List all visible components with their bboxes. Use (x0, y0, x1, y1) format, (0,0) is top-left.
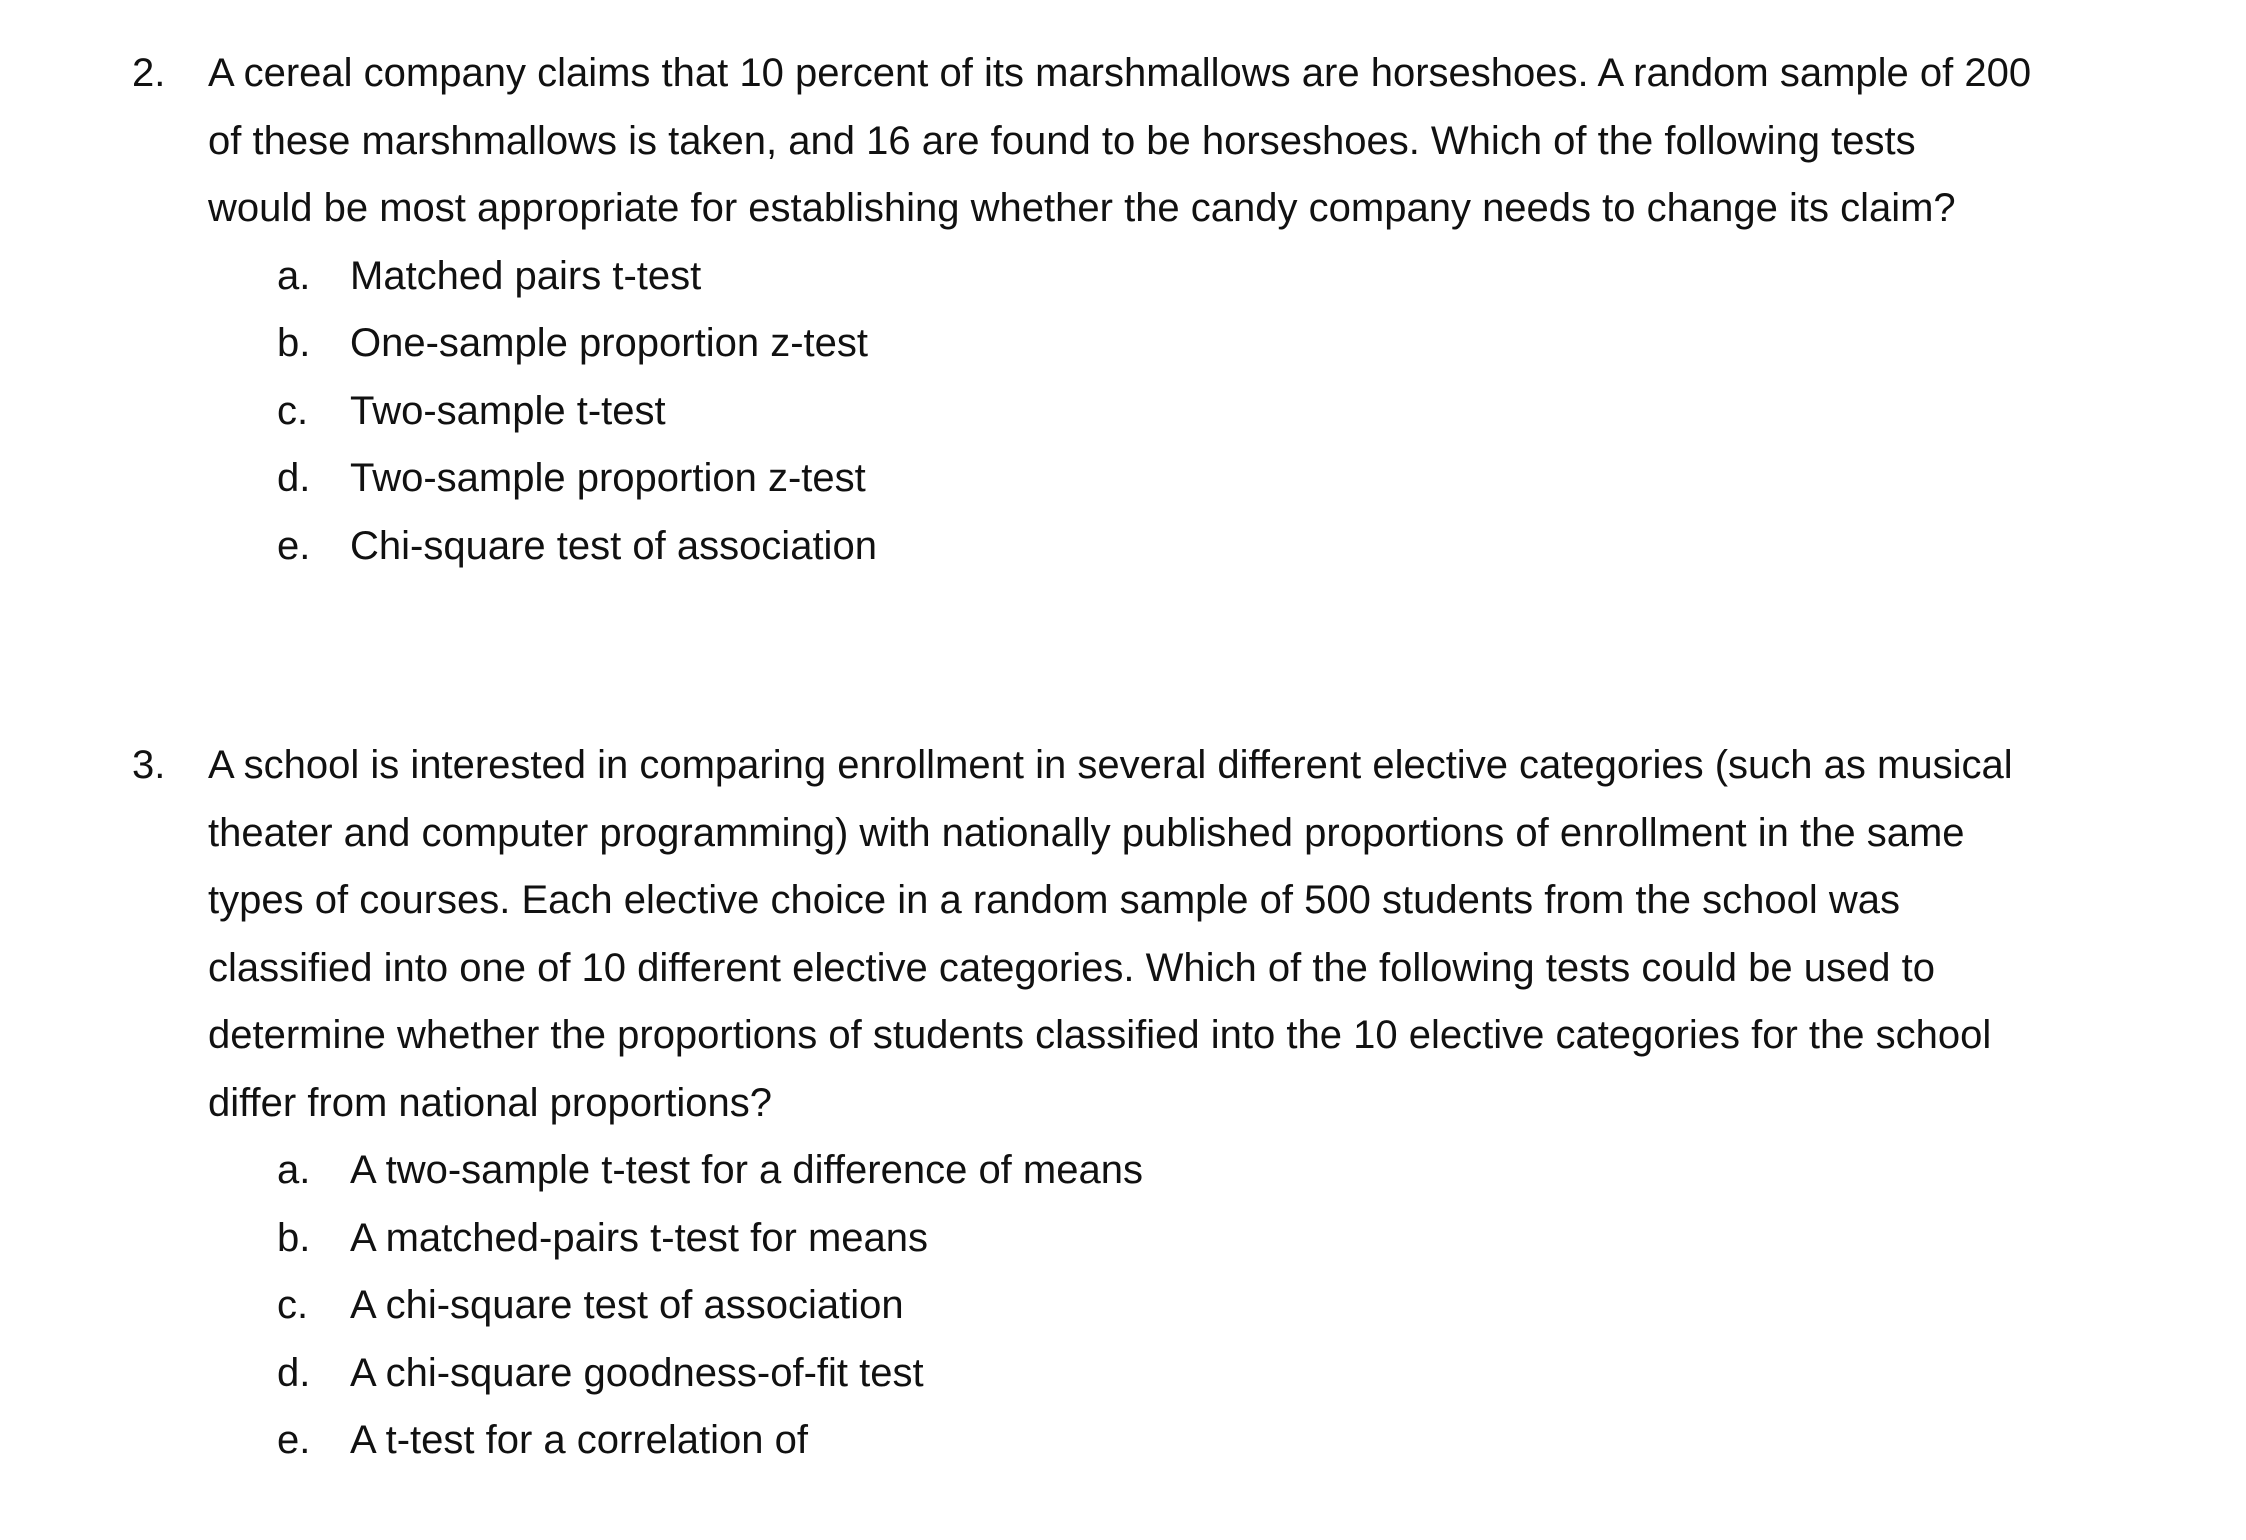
question-3-option-c (277, 1272, 2222, 1340)
question-3-option-e (277, 1407, 2222, 1475)
question-3-header (132, 732, 2222, 1137)
option-letter: c. (277, 1283, 309, 1327)
option-letter: e. (277, 1418, 311, 1462)
question-2-option-c (277, 378, 2222, 446)
question-3-number: 3. (132, 743, 166, 787)
option-text: A t-test for a correlation of (350, 1418, 808, 1462)
question-2-number: 2. (132, 51, 166, 95)
question-3-stem: A school is interested in comparing enrollment in several different elective categories (such as musical theater and computer programming) with nationally published proportions of enrollment in the same types of courses. Each elective choice in a random sample of 500 students from the school was classified into one of 10 different elective categories. Which of the following tests could be used to determine whether the proportions of students classified into the 10 elective categories for the school differ from national proportions? (208, 743, 2013, 1125)
option-text: A chi-square test of association (350, 1283, 904, 1327)
question-3-option-d (277, 1340, 2222, 1408)
question-2 (132, 40, 2222, 580)
option-letter: d. (277, 456, 311, 500)
option-letter: e. (277, 523, 311, 568)
option-letter: b. (277, 321, 311, 365)
question-2-option-d (277, 445, 2222, 513)
option-text: A two-sample t-test for a difference of means (350, 1148, 1143, 1192)
option-text: Two-sample proportion z-test (350, 456, 866, 500)
question-3 (132, 732, 2222, 1475)
option-text: Chi-square test of association (350, 523, 877, 568)
question-3-option-a (277, 1137, 2222, 1205)
question-2-options (277, 243, 2222, 581)
option-letter: d. (277, 1350, 311, 1395)
question-3-option-b (277, 1205, 2222, 1273)
option-text: A matched-pairs t-test for means (350, 1215, 929, 1260)
question-2-option-e (277, 513, 2222, 581)
option-text: Matched pairs t-test (350, 253, 702, 298)
option-letter: a. (277, 1148, 311, 1192)
option-text: One-sample proportion z-test (350, 321, 869, 365)
question-2-option-a (277, 243, 2222, 311)
question-2-header (132, 40, 2222, 243)
question-3-options (277, 1137, 2222, 1475)
option-text: A chi-square goodness-of-fit test (350, 1350, 924, 1395)
option-text: Two-sample t-test (350, 388, 666, 433)
question-2-option-b (277, 310, 2222, 378)
question-2-stem: A cereal company claims that 10 percent of its marshmallows are horseshoes. A random sample of 200 of these marshmallows is taken, and 16 are found to be horseshoes. Which of the following tests would be most appropriate for establishing whether the candy company needs to change its claim? (208, 51, 2032, 230)
option-letter: a. (277, 253, 311, 298)
option-letter: c. (277, 388, 309, 433)
option-letter: b. (277, 1215, 311, 1260)
